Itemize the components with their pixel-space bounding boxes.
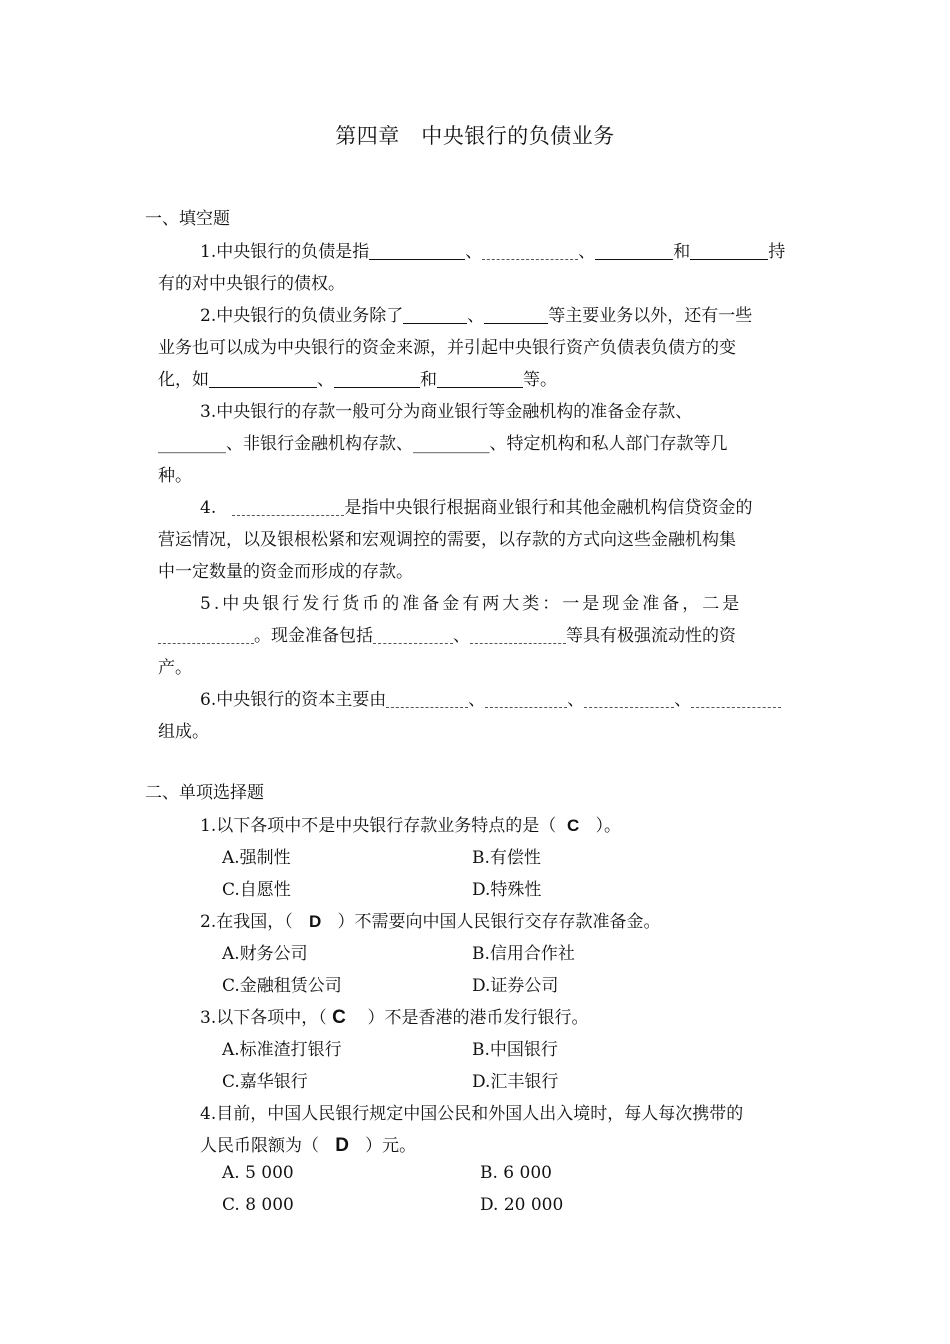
choice-q2-text: ）不需要向中国人民银行交存存款准备金。 [337,912,661,932]
choice-q4-line2 [200,1131,416,1157]
fill-q3-line2: ________、非银行金融机构存款、_________、特定机构和私人部门存款等几 [158,434,728,454]
choice-q3-text: ）不是香港的港币发行银行。 [367,1008,589,1028]
fill-q1-sep: 、 [465,242,483,262]
fill-q1-text: 持 [768,242,786,262]
choice-q4-text: 人民币限额为（ [200,1136,319,1156]
choice-q4-option-b[interactable]: B. 6 000 [480,1163,552,1183]
fill-q6-sep: 、 [468,690,486,710]
chapter-title: 第四章 中央银行的负债业务 [335,124,615,148]
fill-blank[interactable] [369,242,465,260]
choice-q3-option-b[interactable]: B.中国银行 [472,1040,558,1060]
choice-q4-answer: D [335,1135,349,1156]
choice-q1-option-d[interactable]: D.特殊性 [472,880,542,900]
choice-q3 [200,1003,589,1029]
fill-q2-line2: 业务也可以成为中央银行的资金来源，并引起中央银行资产负债表负债方的变 [158,338,736,358]
fill-q5-line3: 产。 [158,658,192,678]
fill-blank[interactable] [690,242,768,260]
choice-q2-text: 2.在我国，（ [200,912,293,932]
choice-q2 [200,907,660,932]
fill-q3-line3: 种。 [158,466,192,486]
fill-q4-text: 是指中央银行根据商业银行和其他金融机构信贷资金的 [344,498,753,518]
fill-blank[interactable] [470,626,566,644]
choice-q1-answer: C [567,816,580,835]
fill-q6-sep: 、 [674,690,692,710]
fill-q2-text: 2.中央银行的负债业务除了 [200,306,404,326]
fill-blank[interactable] [437,370,523,388]
fill-q1-line2: 有的对中央银行的债权。 [158,274,345,294]
fill-blank[interactable] [232,498,344,516]
fill-q1-sep: 和 [673,242,691,262]
fill-q4-line3: 中一定数量的资金而形成的存款。 [158,562,413,582]
choice-q1-text: 1.以下各项中不是中央银行存款业务特点的是（ [200,816,557,836]
fill-q4-line2: 营运情况，以及银根松紧和宏观调控的需要，以存款的方式向这些金融机构集 [158,530,736,550]
fill-q5-sep: 、 [453,626,470,646]
fill-blank[interactable] [386,690,468,708]
fill-q1-sep: 、 [578,242,596,262]
fill-q2-sep: 和 [420,370,437,390]
fill-q4-num: 4. [200,498,217,518]
fill-q2-sep: 、 [317,370,334,390]
fill-blank[interactable] [403,306,467,324]
choice-q4-option-c[interactable]: C. 8 000 [222,1195,294,1215]
fill-q5-line1: 5.中央银行发行货币的准备金有两大类：一是现金准备，二是 [200,594,743,614]
choice-q1-text: ）。 [595,816,622,836]
fill-q2-line1 [200,301,850,326]
choice-q4-line1: 4.目前，中国人民银行规定中国公民和外国人出入境时，每人每次携带的 [200,1104,744,1124]
fill-q6-text: 6.中央银行的资本主要由 [200,690,387,710]
fill-blank[interactable] [482,242,578,260]
choice-q3-text: 3.以下各项中，（ [200,1008,327,1028]
fill-q6-sep: 、 [567,690,585,710]
fill-q5-text: 。现金准备包括 [254,626,373,646]
choice-q1 [200,811,621,836]
fill-q1-line1 [200,237,850,262]
fill-q1-text: 1.中央银行的负债是指 [200,242,370,262]
fill-blank[interactable] [485,690,567,708]
fill-q5-text: 等具有极强流动性的资 [566,626,736,646]
fill-blank[interactable] [484,306,548,324]
fill-blank[interactable] [595,242,673,260]
fill-blank[interactable] [373,626,453,644]
fill-blank[interactable] [334,370,420,388]
fill-q5-line2 [158,621,808,646]
fill-q4-line1 [200,493,850,518]
choice-q3-option-c[interactable]: C.嘉华银行 [222,1072,308,1092]
fill-blank[interactable] [158,626,254,644]
choice-q4-option-a[interactable]: A. 5 000 [222,1163,294,1183]
fill-blank[interactable] [584,690,674,708]
fill-q2-sep: 、 [467,306,485,326]
section-fill-heading: 一、填空题 [145,209,230,229]
choice-q3-option-a[interactable]: A.标准渣打银行 [222,1040,342,1060]
choice-q2-answer: D [308,912,322,931]
fill-blank[interactable] [691,690,781,708]
choice-q3-answer: C [332,1007,346,1028]
choice-q2-option-a[interactable]: A.财务公司 [222,944,308,964]
choice-q1-option-c[interactable]: C.自愿性 [222,880,291,900]
choice-q4-option-d[interactable]: D. 20 000 [480,1195,564,1215]
fill-q2-text: 等。 [523,370,557,390]
choice-q4-text: ）元。 [365,1136,417,1156]
fill-q6-line1 [200,685,850,710]
choice-q1-option-b[interactable]: B.有偿性 [472,848,541,868]
choice-q2-option-c[interactable]: C.金融租赁公司 [222,976,342,996]
choice-q1-option-a[interactable]: A.强制性 [222,848,291,868]
choice-q2-option-d[interactable]: D.证券公司 [472,976,559,996]
choice-q3-option-d[interactable]: D.汇丰银行 [472,1072,559,1092]
fill-q2-text: 等主要业务以外，还有一些 [548,306,753,326]
fill-q2-line3 [158,365,808,390]
fill-q6-line2: 组成。 [158,722,209,742]
choice-q2-option-b[interactable]: B.信用合作社 [472,944,575,964]
fill-q2-text: 化，如 [158,370,209,390]
fill-q3-line1: 3.中央银行的存款一般可分为商业银行等金融机构的准备金存款、 [200,402,693,422]
section-choice-heading: 二、单项选择题 [145,783,264,803]
fill-blank[interactable] [209,370,317,388]
